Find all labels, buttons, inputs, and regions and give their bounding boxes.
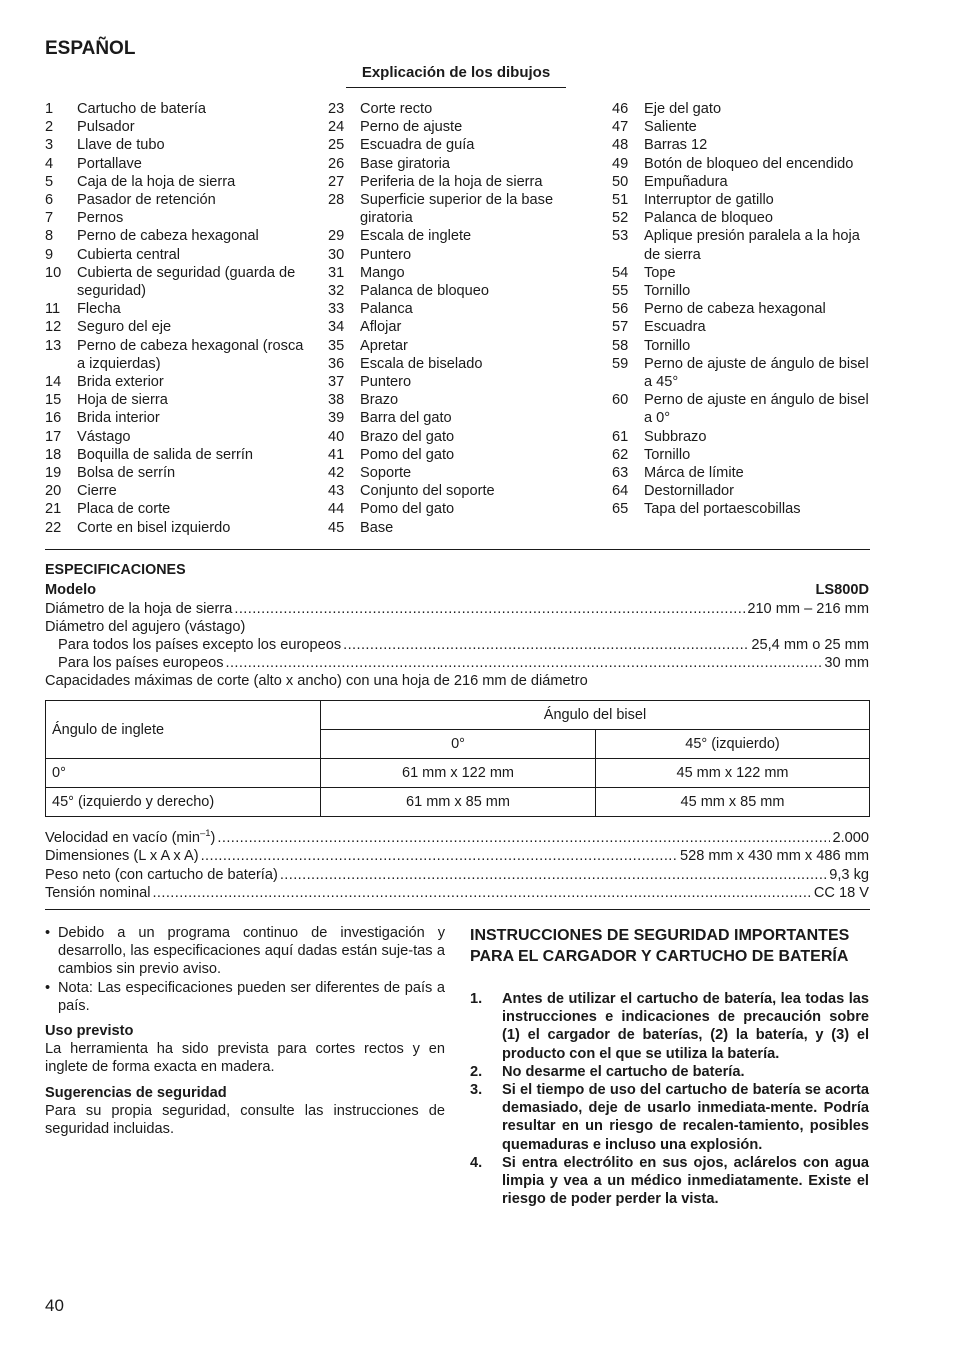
part-item	[612, 282, 870, 300]
part-label: Conjunto del soporte	[360, 483, 495, 500]
part-label: Brazo del gato	[360, 428, 455, 445]
part-label: Brida interior	[77, 410, 160, 427]
part-item	[612, 428, 870, 446]
part-label: Pernos	[77, 210, 124, 227]
part-item	[45, 191, 305, 209]
part-item	[45, 100, 305, 118]
part-item	[612, 482, 870, 500]
part-item	[45, 373, 305, 391]
part-item	[612, 100, 870, 118]
part-item	[328, 191, 590, 227]
miter-angle-header: Ángulo de inglete	[46, 701, 321, 759]
part-number: 10	[45, 264, 62, 281]
part-item	[612, 155, 870, 173]
dot-leader	[152, 884, 811, 902]
part-number: 50	[612, 173, 629, 190]
part-item	[328, 173, 590, 191]
safety-instructions-title: INSTRUCCIONES DE SEGURIDAD IMPORTANTES PARA EL CARGADOR Y CARTUCHO DE BATERÍA	[470, 927, 850, 965]
part-item	[612, 300, 870, 318]
part-item	[328, 264, 590, 282]
part-number: 18	[45, 446, 62, 463]
part-item	[328, 409, 590, 427]
part-label: Tornillo	[644, 446, 691, 463]
part-label: Barras 12	[644, 137, 708, 154]
table-row	[46, 788, 870, 817]
part-label: Aplique presión paralela a la hoja de sierra	[644, 228, 860, 263]
part-number: 17	[45, 428, 62, 445]
part-number: 41	[328, 446, 345, 463]
part-label: Puntero	[360, 246, 412, 263]
part-number: 14	[45, 374, 62, 391]
divider-line	[45, 549, 870, 550]
part-label: Palanca de bloqueo	[644, 210, 774, 227]
part-item	[45, 136, 305, 154]
dot-leader	[280, 866, 827, 884]
voltage-label: Tensión nominal	[45, 885, 151, 901]
speed-label-text: Velocidad en vacío (min	[45, 830, 200, 846]
note-text: Debido a un programa continuo de investigación y desarrollo, las especificaciones aquí dadas están suje-tas a cambios sin previo aviso.	[58, 925, 445, 978]
capacity-cell: 61 mm x 85 mm	[321, 788, 596, 817]
speed-label-end: )	[210, 830, 216, 846]
part-label: Perno de ajuste de ángulo de bisel a 45°	[644, 355, 869, 391]
part-number: 23	[328, 101, 345, 117]
part-label: Llave de tubo	[77, 137, 165, 154]
part-number: 38	[328, 392, 345, 409]
weight-value: 9,3 kg	[829, 867, 869, 883]
part-label: Cubierta central	[77, 246, 181, 263]
part-item	[45, 209, 305, 227]
part-number: 27	[328, 173, 345, 190]
part-number: 13	[45, 337, 62, 354]
part-item	[612, 173, 870, 191]
part-number: 31	[328, 264, 345, 281]
part-item	[328, 482, 590, 500]
part-label: Eje del gato	[644, 101, 722, 117]
part-label: Tornillo	[644, 283, 691, 300]
weight-row	[45, 866, 869, 884]
dot-leader	[201, 847, 678, 865]
part-label: Cartucho de batería	[77, 101, 206, 117]
part-label: Pulsador	[77, 119, 135, 136]
intended-use-title: Uso previsto	[45, 1023, 134, 1040]
part-number: 20	[45, 483, 62, 500]
part-label: Perno de cabeza hexagonal	[77, 228, 259, 245]
part-label: Perno de cabeza hexagonal (rosca a izquierdas)	[77, 337, 304, 372]
bevel-0-header: 0°	[321, 730, 596, 759]
part-number: 59	[612, 355, 629, 372]
safety-item-text: Si entra electrólito en sus ojos, aclárelos con agua limpia y vea a un médico inmediatamente. Existe el riesgo de poder perder la vista.	[502, 1154, 869, 1208]
part-label: Escuadra	[644, 319, 706, 336]
bullet-dot: •	[45, 979, 51, 996]
part-number: 60	[612, 392, 629, 409]
speed-value: 2.000	[832, 830, 869, 846]
part-number: 30	[328, 246, 345, 263]
part-label: Subbrazo	[644, 428, 707, 445]
part-item	[45, 227, 305, 245]
blade-diameter-row	[45, 600, 869, 618]
part-number: 15	[45, 392, 62, 409]
note-text: Nota: Las especificaciones pueden ser diferentes de país a país.	[58, 979, 445, 1014]
part-number: 58	[612, 337, 629, 354]
part-label: Pomo del gato	[360, 446, 455, 463]
part-label: Apretar	[360, 337, 408, 354]
part-item	[45, 318, 305, 336]
part-label: Cierre	[77, 483, 117, 500]
part-label: Seguro del eje	[77, 319, 172, 336]
safety-item-text: No desarme el cartucho de batería.	[502, 1063, 745, 1080]
part-number: 35	[328, 337, 345, 354]
safety-item	[470, 1063, 869, 1081]
part-number: 56	[612, 301, 629, 318]
part-item	[45, 337, 305, 373]
part-item	[45, 264, 305, 300]
part-label: Escala de inglete	[360, 228, 472, 245]
part-number: 61	[612, 428, 629, 445]
capacity-cell: 45 mm x 122 mm	[596, 759, 870, 788]
part-number: 57	[612, 319, 629, 336]
dot-leader	[343, 636, 749, 654]
part-label: Soporte	[360, 465, 412, 482]
part-number: 45	[328, 519, 345, 536]
european-row	[45, 654, 869, 672]
table-row	[46, 759, 870, 788]
part-label: Corte en bisel izquierdo	[77, 519, 231, 536]
non-european-row	[45, 636, 869, 654]
part-label: Bolsa de serrín	[77, 465, 176, 482]
part-number: 48	[612, 137, 629, 154]
part-number: 51	[612, 192, 629, 209]
part-item	[612, 355, 870, 391]
part-item	[328, 318, 590, 336]
part-label: Interruptor de gatillo	[644, 192, 774, 209]
part-item	[328, 464, 590, 482]
part-number: 28	[328, 192, 345, 209]
part-item	[328, 300, 590, 318]
part-item	[45, 246, 305, 264]
part-label: Botón de bloqueo del encendido	[644, 155, 854, 172]
part-label: Corte recto	[360, 101, 433, 117]
part-item	[328, 428, 590, 446]
notes-column	[45, 924, 445, 1138]
part-label: Base	[360, 519, 394, 536]
part-label: Puntero	[360, 374, 412, 391]
part-label: Saliente	[644, 119, 697, 136]
part-item	[45, 464, 305, 482]
specifications-heading: ESPECIFICACIONES	[45, 562, 186, 578]
part-number: 52	[612, 210, 629, 227]
dimensions-label: Dimensiones (L x A x A)	[45, 848, 199, 864]
part-item	[612, 227, 870, 263]
parts-list-column-2	[328, 100, 590, 537]
cutting-capacity-table	[45, 700, 870, 817]
part-number: 36	[328, 355, 345, 372]
part-label: Aflojar	[360, 319, 402, 336]
part-item	[612, 264, 870, 282]
part-label: Perno de ajuste en ángulo de bisel a 0°	[644, 392, 869, 427]
hole-diameter-row	[45, 618, 869, 636]
part-number: 63	[612, 465, 629, 482]
capacity-cell: 61 mm x 122 mm	[321, 759, 596, 788]
part-label: Brazo	[360, 392, 399, 409]
part-label: Destornillador	[644, 483, 735, 500]
part-number: 5	[45, 173, 54, 190]
part-number: 33	[328, 301, 345, 318]
part-item	[328, 500, 590, 518]
part-item	[45, 428, 305, 446]
part-number: 2	[45, 119, 54, 136]
dimensions-row	[45, 847, 869, 865]
part-item	[45, 409, 305, 427]
dot-leader	[234, 600, 745, 618]
part-label: Tornillo	[644, 337, 691, 354]
part-item	[45, 391, 305, 409]
part-number: 3	[45, 137, 54, 154]
part-number: 11	[45, 301, 61, 318]
part-number: 46	[612, 101, 629, 117]
part-label: Escala de biselado	[360, 355, 483, 372]
dimensions-value: 528 mm x 430 mm x 486 mm	[680, 848, 869, 864]
part-label: Boquilla de salida de serrín	[77, 446, 254, 463]
safety-item-number: 2.	[470, 1063, 483, 1080]
part-label: Superficie superior de la base giratoria	[360, 192, 554, 227]
non-european-label: Para todos los países excepto los europeos	[58, 637, 342, 653]
part-label: Palanca de bloqueo	[360, 283, 490, 300]
part-item	[328, 446, 590, 464]
part-item	[612, 500, 870, 518]
part-label: Perno de cabeza hexagonal	[644, 301, 826, 318]
part-label: Placa de corte	[77, 501, 171, 518]
part-number: 21	[45, 501, 62, 518]
weight-label: Peso neto (con cartucho de batería)	[45, 867, 278, 883]
note-bullet	[45, 924, 445, 979]
part-item	[328, 282, 590, 300]
safety-item	[470, 990, 869, 1063]
part-item	[328, 227, 590, 245]
part-number: 47	[612, 119, 629, 136]
voltage-row	[45, 884, 869, 902]
part-number: 7	[45, 210, 54, 227]
part-label: Pasador de retención	[77, 192, 216, 209]
part-number: 44	[328, 501, 345, 518]
part-item	[612, 337, 870, 355]
part-number: 32	[328, 283, 345, 300]
part-label: Brida exterior	[77, 374, 164, 391]
part-label: Empuñadura	[644, 173, 728, 190]
part-number: 34	[328, 319, 345, 336]
drawings-explanation-title: Explicación de los dibujos	[346, 64, 566, 88]
part-item	[45, 500, 305, 518]
dot-leader	[217, 829, 830, 847]
part-item	[612, 318, 870, 336]
part-label: Perno de ajuste	[360, 119, 463, 136]
safety-item-text: Antes de utilizar el cartucho de batería, lea todas las instrucciones e indicaciones de precaución sobre (1) el cargador de baterías, (2) la batería, y (3) el producto con el que se utiliza la batería.	[502, 991, 869, 1062]
miter-cell: 0°	[46, 759, 321, 788]
part-number: 1	[45, 101, 54, 117]
safety-item-text: Si el tiempo de uso del cartucho de batería se acorta demasiado, deje de usarlo inmediata-mente. Podría resultar en un riesgo de recalen-tamiento, posibles quemaduras e incluso una explosión.	[502, 1082, 869, 1153]
divider-line	[45, 909, 870, 910]
page-number: 40	[45, 1296, 64, 1315]
miter-cell: 45° (izquierdo y derecho)	[46, 788, 321, 817]
part-item	[328, 519, 590, 537]
part-label: Tapa del portaescobillas	[644, 501, 801, 518]
part-label: Tope	[644, 264, 676, 281]
part-item	[328, 155, 590, 173]
part-item	[328, 355, 590, 373]
part-item	[612, 136, 870, 154]
part-number: 37	[328, 374, 345, 391]
part-number: 19	[45, 465, 62, 482]
part-item	[612, 391, 870, 427]
blade-diameter-value: 210 mm – 216 mm	[747, 601, 869, 617]
safety-tips-title: Sugerencias de seguridad	[45, 1084, 227, 1101]
part-label: Cubierta de seguridad (guarda de seguridad)	[77, 264, 296, 300]
part-number: 55	[612, 283, 629, 300]
part-number: 62	[612, 446, 629, 463]
part-item	[612, 464, 870, 482]
part-label: Márca de límite	[644, 465, 744, 482]
part-number: 6	[45, 192, 54, 209]
part-item	[45, 173, 305, 191]
european-value: 30 mm	[824, 655, 869, 671]
non-european-value: 25,4 mm o 25 mm	[751, 637, 869, 653]
note-bullet	[45, 979, 445, 1015]
part-number: 22	[45, 519, 62, 536]
part-label: Palanca	[360, 301, 413, 318]
part-item	[45, 482, 305, 500]
hole-diameter-label: Diámetro del agujero (vástago)	[45, 619, 246, 635]
part-item	[612, 191, 870, 209]
part-label: Mango	[360, 264, 405, 281]
part-label: Caja de la hoja de sierra	[77, 173, 236, 190]
model-label: Modelo	[45, 582, 97, 598]
part-item	[612, 446, 870, 464]
voltage-value: CC 18 V	[813, 885, 869, 901]
part-item	[328, 118, 590, 136]
speed-row	[45, 829, 869, 847]
bevel-45-header: 45° (izquierdo)	[596, 730, 870, 759]
intended-use-text: La herramienta ha sido prevista para cortes rectos y en inglete de forma exacta en madera.	[45, 1041, 445, 1076]
part-item	[328, 391, 590, 409]
bullet-dot: •	[45, 925, 51, 941]
part-label: Vástago	[77, 428, 131, 445]
capacities-row	[45, 672, 869, 690]
bevel-angle-header: Ángulo del bisel	[321, 701, 870, 730]
model-row	[45, 581, 869, 599]
part-item	[612, 118, 870, 136]
part-number: 53	[612, 228, 629, 245]
part-item	[328, 136, 590, 154]
part-label: Portallave	[77, 155, 142, 172]
part-item	[45, 155, 305, 173]
safety-item-number: 3.	[470, 1082, 483, 1099]
part-item	[328, 246, 590, 264]
part-item	[45, 519, 305, 537]
part-number: 4	[45, 155, 54, 172]
part-label: Flecha	[77, 301, 121, 318]
part-number: 43	[328, 483, 345, 500]
part-number: 29	[328, 228, 345, 245]
speed-label	[45, 829, 215, 847]
part-number: 54	[612, 264, 629, 281]
part-number: 42	[328, 465, 345, 482]
part-item	[45, 118, 305, 136]
part-item	[45, 300, 305, 318]
safety-instructions-list	[470, 990, 869, 1208]
part-number: 24	[328, 119, 345, 136]
part-number: 64	[612, 483, 629, 500]
part-number: 16	[45, 410, 62, 427]
part-item	[328, 373, 590, 391]
european-label: Para los países europeos	[58, 655, 224, 671]
part-number: 26	[328, 155, 345, 172]
safety-tips-text: Para su propia seguridad, consulte las instrucciones de seguridad incluidas.	[45, 1102, 445, 1138]
part-number: 40	[328, 428, 345, 445]
part-number: 9	[45, 246, 54, 263]
part-number: 12	[45, 319, 62, 336]
model-value: LS800D	[815, 582, 869, 598]
speed-unit-exponent: –1	[199, 828, 211, 840]
part-label: Escuadra de guía	[360, 137, 475, 154]
safety-item	[470, 1154, 869, 1209]
part-label: Periferia de la hoja de sierra	[360, 173, 543, 190]
part-label: Hoja de sierra	[77, 392, 168, 409]
part-number: 65	[612, 501, 629, 518]
part-number: 8	[45, 228, 54, 245]
language-heading: ESPAÑOL	[45, 38, 136, 59]
part-number: 25	[328, 137, 345, 154]
part-item	[45, 446, 305, 464]
safety-item	[470, 1081, 869, 1154]
dot-leader	[226, 654, 823, 672]
blade-diameter-label: Diámetro de la hoja de sierra	[45, 601, 233, 617]
part-label: Pomo del gato	[360, 501, 455, 518]
part-number: 39	[328, 410, 345, 427]
safety-item-number: 1.	[470, 991, 483, 1007]
safety-item-number: 4.	[470, 1154, 483, 1171]
part-label: Barra del gato	[360, 410, 452, 427]
parts-list-column-3	[612, 100, 870, 519]
part-label: Base giratoria	[360, 155, 451, 172]
part-item	[328, 100, 590, 118]
capacity-cell: 45 mm x 85 mm	[596, 788, 870, 817]
part-item	[328, 337, 590, 355]
part-item	[612, 209, 870, 227]
capacities-label: Capacidades máximas de corte (alto x ancho) con una hoja de 216 mm de diámetro	[45, 673, 588, 689]
parts-list-column-1	[45, 100, 305, 537]
part-number: 49	[612, 155, 629, 172]
